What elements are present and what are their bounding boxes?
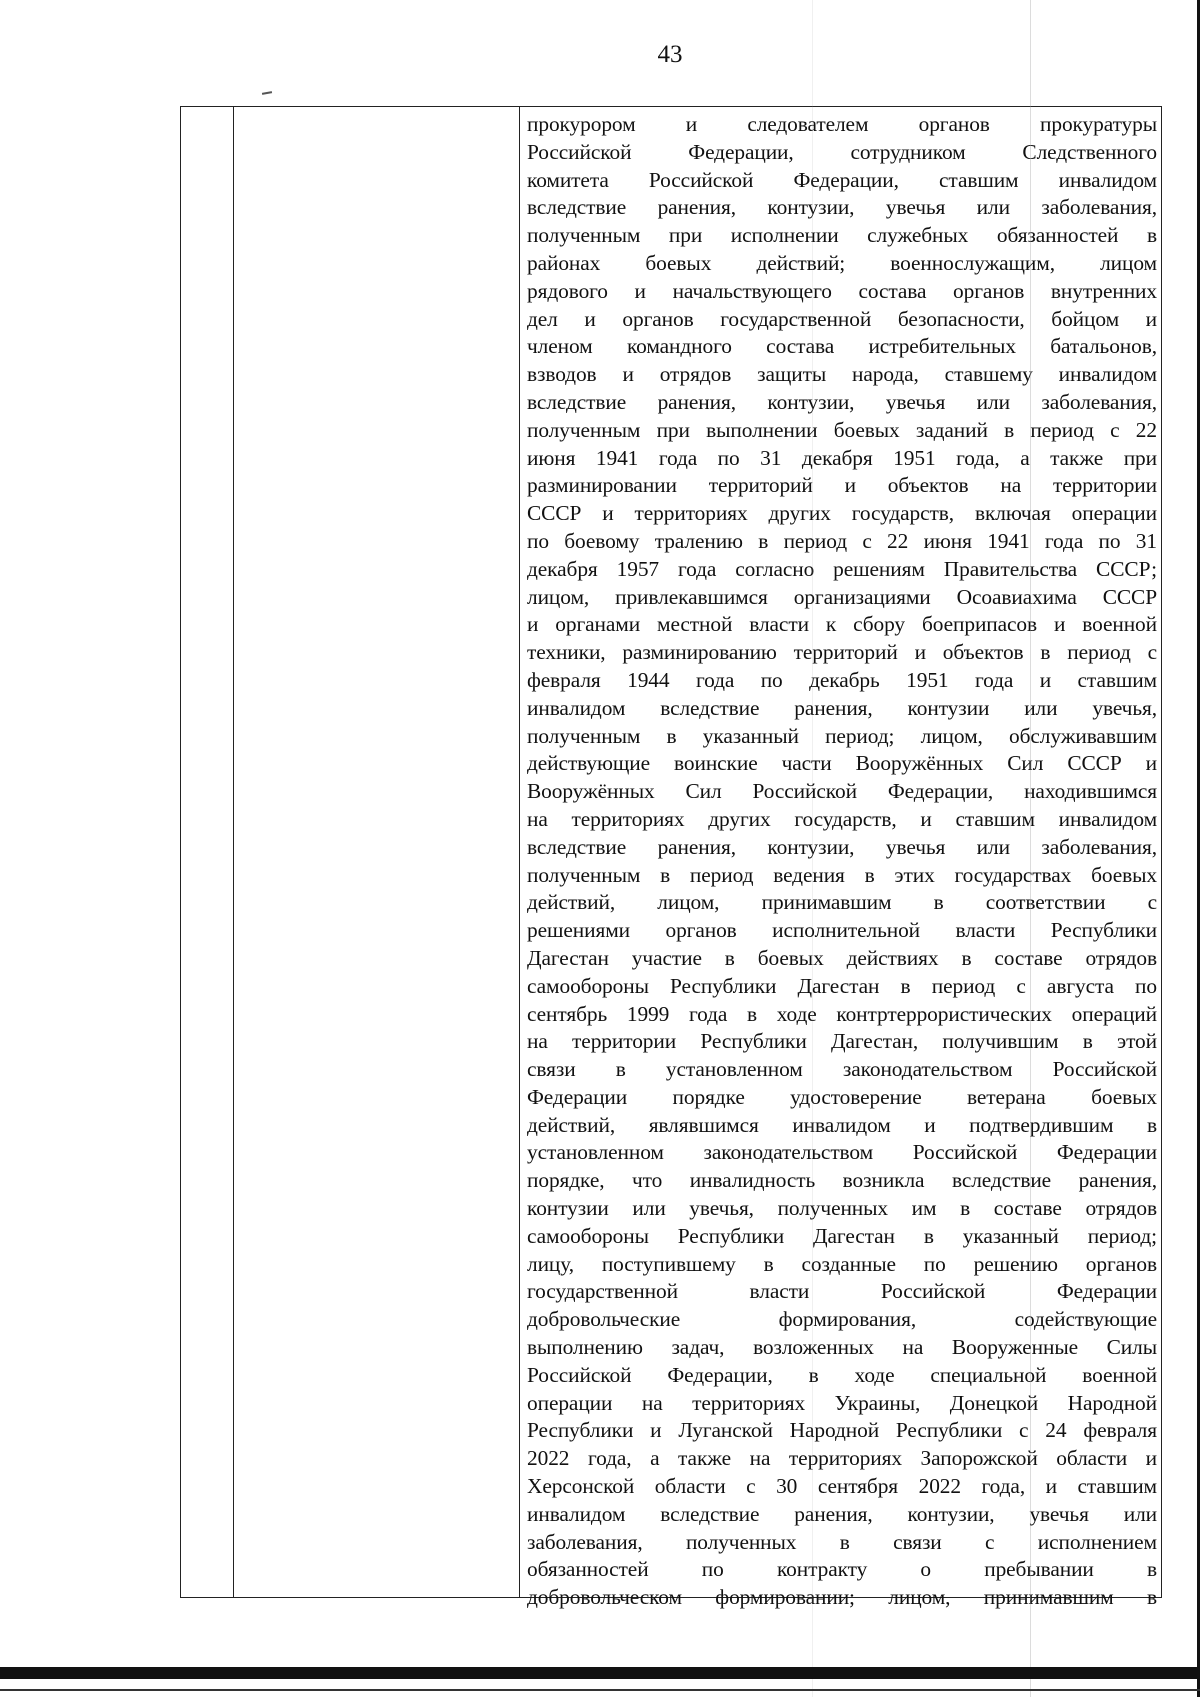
text-line: Российской Федерации, сотрудником Следственного <box>527 139 1157 164</box>
text-line: добровольческом формировании; лицом, принимавшим в <box>527 1585 1157 1610</box>
text-line: контузии или увечья, полученных им в составе отрядов <box>527 1196 1157 1221</box>
text-line: Федерации порядке удостоверение ветерана боевых <box>527 1084 1157 1109</box>
text-line: по боевому тралению в период с 22 июня 1941 года по 31 <box>527 528 1157 553</box>
scan-artifact-line <box>812 0 813 1697</box>
text-line: инвалидом вследствие ранения, контузии или увечья, <box>527 695 1157 720</box>
text-line: действий, лицом, принимавшим в соответствии с <box>527 890 1157 915</box>
text-line: комитета Российской Федерации, ставшим инвалидом <box>527 167 1157 192</box>
text-line: июня 1941 года по 31 декабря 1951 года, а также при <box>527 445 1157 470</box>
text-line: операции на территориях Украины, Донецкой Народной <box>527 1390 1157 1415</box>
text-line: прокурором и следователем органов прокуратуры <box>527 112 1157 136</box>
scan-artifact-line <box>1030 0 1031 1697</box>
text-line: вследствие ранения, контузии, увечья или заболевания, <box>527 389 1157 414</box>
text-line: полученным в период ведения в этих государствах боевых <box>527 862 1157 887</box>
text-line: заболевания, полученных в связи с исполнением <box>527 1529 1157 1554</box>
table-column-divider-1 <box>233 107 234 1597</box>
text-line: порядке, что инвалидность возникла вследствие ранения, <box>527 1168 1157 1193</box>
text-line: полученным в указанный период; лицом, обслуживавшим <box>527 723 1157 748</box>
text-line: Российской Федерации, в ходе специальной военной <box>527 1362 1157 1387</box>
text-line: Вооружённых Сил Российской Федерации, находившимся <box>527 779 1157 804</box>
text-line: Республики и Луганской Народной Республики с 24 февраля <box>527 1418 1157 1443</box>
text-line: разминировании территорий и объектов на территории <box>527 473 1157 498</box>
text-line: вследствие ранения, контузии, увечья или заболевания, <box>527 834 1157 859</box>
document-table <box>180 106 1162 1610</box>
table-cell-text <box>527 111 1157 1612</box>
text-line: лицу, поступившему в созданные по решению органов <box>527 1251 1157 1276</box>
text-line: февраля 1944 года по декабрь 1951 года и ставшим <box>527 667 1157 692</box>
text-line: обязанностей по контракту о пребывании в <box>527 1557 1157 1582</box>
text-line: решениями органов исполнительной власти Республики <box>527 918 1157 943</box>
text-line: инвалидом вследствие ранения, контузии, увечья или <box>527 1501 1157 1526</box>
text-line: 2022 года, а также на территориях Запорожской области и <box>527 1446 1157 1471</box>
text-line: государственной власти Российской Федерации <box>527 1279 1157 1304</box>
text-line: на территории Республики Дагестан, получившим в этой <box>527 1029 1157 1054</box>
scan-mark <box>262 91 272 95</box>
text-line: лицом, привлекавшимся организациями Осоавиахима СССР <box>527 584 1157 609</box>
scan-edge-bottom <box>0 1667 1200 1679</box>
text-line: полученным при выполнении боевых заданий в период с 22 <box>527 417 1157 442</box>
text-line: связи в установленном законодательством Российской <box>527 1057 1157 1082</box>
text-line: рядового и начальствующего состава органов внутренних <box>527 278 1157 303</box>
text-line: членом командного состава истребительных батальонов, <box>527 334 1157 359</box>
text-line: самообороны Республики Дагестан в период с августа по <box>527 973 1157 998</box>
page-number: 43 <box>657 41 683 68</box>
text-line: самообороны Республики Дагестан в указанный период; <box>527 1223 1157 1248</box>
text-line: вследствие ранения, контузии, увечья или заболевания, <box>527 195 1157 220</box>
text-line: декабря 1957 года согласно решениям Правительства СССР; <box>527 556 1157 581</box>
table-column-divider-2 <box>519 107 520 1597</box>
text-line: Дагестан участие в боевых действиях в составе отрядов <box>527 945 1157 970</box>
text-line: действующие воинские части Вооружённых Сил СССР и <box>527 751 1157 776</box>
text-line: районах боевых действий; военнослужащим, лицом <box>527 250 1157 275</box>
text-line: СССР и территориях других государств, включая операции <box>527 501 1157 526</box>
scan-edge-bottom-thin <box>0 1689 1200 1691</box>
text-line: добровольческие формирования, содействующие <box>527 1307 1157 1332</box>
text-line: Херсонской области с 30 сентября 2022 года, и ставшим <box>527 1474 1157 1499</box>
text-line: техники, разминированию территорий и объектов в период с <box>527 640 1157 665</box>
text-line: взводов и отрядов защиты народа, ставшему инвалидом <box>527 362 1157 387</box>
text-line: сентябрь 1999 года в ходе контртеррористических операций <box>527 1001 1157 1026</box>
text-line: выполнению задач, возложенных на Вооруженные Силы <box>527 1335 1157 1360</box>
text-line: дел и органов государственной безопасности, бойцом и <box>527 306 1157 331</box>
text-line: установленном законодательством Российской Федерации <box>527 1140 1157 1165</box>
text-line: действий, являвшимся инвалидом и подтвердившим в <box>527 1112 1157 1137</box>
text-line: и органами местной власти к сбору боеприпасов и военной <box>527 612 1157 637</box>
text-line: на территориях других государств, и ставшим инвалидом <box>527 806 1157 831</box>
text-line: полученным при исполнении служебных обязанностей в <box>527 223 1157 248</box>
